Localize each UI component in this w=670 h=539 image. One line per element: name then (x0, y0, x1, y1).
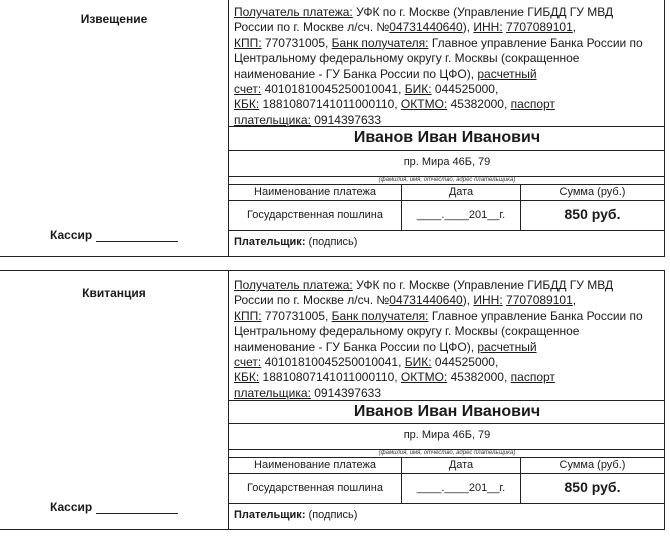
receipt-section (0, 270, 670, 539)
cashier-text: Кассир (50, 500, 93, 514)
bik-label: БИК: (404, 355, 432, 370)
divider (228, 423, 665, 424)
passport-value: 0914397633 (314, 385, 381, 400)
passport-value: 0914397633 (314, 112, 381, 127)
col-date-header: Дата (448, 459, 474, 471)
divider (228, 503, 665, 504)
col-sum-header: Сумма (руб.) (559, 459, 626, 471)
personal-account: 04731440640 (389, 20, 463, 35)
address-hint: (фамилия, имя, отчество, адрес плательщика) (378, 450, 516, 456)
kbk-label: КБК: (234, 370, 260, 385)
divider (228, 457, 665, 458)
bank-label: Банк получателя: (331, 35, 429, 50)
bank-line3: наименование - ГУ Банка России по ЦФО), (234, 66, 475, 81)
divider (0, 529, 665, 530)
personal-account: 04731440640 (389, 293, 463, 308)
payment-date: ____.____201__г. (416, 209, 506, 221)
cashier-signature-line (96, 503, 178, 514)
cashier-signature-line (96, 231, 178, 242)
divider (228, 230, 665, 231)
payer-address: пр. Мира 46Б, 79 (403, 429, 491, 441)
passport-label: паспорт (510, 97, 555, 112)
kbk-label: КБК: (234, 97, 260, 112)
bank-line2: Центральному федеральному округу г. Москвы (сокращенное (234, 51, 580, 66)
payer-sign-hint: (подпись) (308, 236, 358, 248)
payment-name: Государственная пошлина (247, 209, 383, 221)
inn-label: ИНН: (473, 293, 503, 308)
kbk-value: 18810807141011000110 (262, 370, 395, 385)
notice-section (0, 0, 670, 258)
passport-label: паспорт (510, 370, 555, 385)
current-account-value: 40101810045250010041 (264, 82, 399, 97)
address-hint: (фамилия, имя, отчество, адрес плательщика) (378, 177, 516, 183)
recipient-line2: России по г. Москве л/сч. № (234, 20, 390, 35)
inn-value: 7707089101 (506, 293, 573, 308)
payer-sign-label: Плательщик: (234, 509, 306, 521)
receipt-heading: Квитанция (82, 286, 146, 300)
current-account-label-2: счет: (234, 82, 262, 97)
bank-line1: Главное управление Банка России по (431, 308, 643, 323)
payer-name: Иванов Иван Иванович (353, 403, 541, 420)
bank-line1: Главное управление Банка России по (431, 35, 643, 50)
col-name-header: Наименование платежа (254, 459, 376, 471)
payment-amount: 850 руб. (564, 479, 621, 495)
notice-heading: Извещение (80, 12, 148, 26)
kbk-value: 18810807141011000110 (262, 97, 395, 112)
recipient-label: Получатель платежа: (234, 278, 353, 292)
kpp-label: КПП: (234, 308, 262, 323)
bank-line3: наименование - ГУ Банка России по ЦФО), (234, 339, 475, 354)
oktmo-label: ОКТМО: (400, 370, 448, 385)
current-account-label: расчетный (477, 66, 537, 81)
current-account-label: расчетный (477, 339, 537, 354)
passport-label-2: плательщика: (234, 385, 311, 400)
divider (228, 200, 665, 201)
inn-value: 7707089101 (506, 20, 573, 35)
divider (228, 184, 665, 185)
oktmo-label: ОКТМО: (400, 97, 448, 112)
payer-sign-label: Плательщик: (234, 236, 306, 248)
payment-name: Государственная пошлина (247, 482, 383, 494)
current-account-value: 40101810045250010041 (264, 355, 399, 370)
payer-address: пр. Мира 46Б, 79 (403, 156, 491, 168)
bik-value: 044525000 (434, 82, 495, 97)
cashier-text: Кассир (50, 228, 93, 242)
col-sum-header: Сумма (руб.) (559, 186, 626, 198)
payment-details: Получатель платежа: УФК по г. Москве (Управление ГИБДД ГУ МВД России по г. Москве л/сч. №04731440640), ИНН: 7707089101, КПП: 770731005, Банк получателя: Главное управление Банка России по Центральному федеральному округу г. Москвы (сокращенное наименование - ГУ Банка России по ЦФО), расчетный счет: 40101810045250010041, БИК: 044525000, КБК: 18810807141011000110, ОКТМО: 45382000, паспорт плательщика: 0914397633 (234, 5, 643, 127)
payer-signature (234, 236, 357, 248)
payer-name: Иванов Иван Иванович (353, 129, 541, 146)
kpp-label: КПП: (234, 35, 262, 50)
recipient-line1: УФК по г. Москве (Управление ГИБДД ГУ МВД (356, 278, 614, 292)
payment-details: Получатель платежа: УФК по г. Москве (Управление ГИБДД ГУ МВД России по г. Москве л/сч. №04731440640), ИНН: 7707089101, КПП: 770731005, Банк получателя: Главное управление Банка России по Центральному федеральному округу г. Москвы (сокращенное наименование - ГУ Банка России по ЦФО), расчетный счет: 40101810045250010041, БИК: 044525000, КБК: 18810807141011000110, ОКТМО: 45382000, паспорт плательщика: 0914397633 (234, 278, 643, 400)
divider (664, 0, 665, 256)
bik-label: БИК: (404, 82, 432, 97)
cashier-label (50, 500, 178, 514)
bank-line2: Центральному федеральному округу г. Москвы (сокращенное (234, 324, 580, 339)
recipient-line1: УФК по г. Москве (Управление ГИБДД ГУ МВД (356, 5, 614, 19)
bank-label: Банк получателя: (331, 308, 429, 323)
oktmo-value: 45382000 (450, 370, 504, 385)
payment-date: ____.____201__г. (416, 482, 506, 494)
bik-value: 044525000 (434, 355, 495, 370)
passport-label-2: плательщика: (234, 112, 311, 127)
payment-amount: 850 руб. (564, 206, 621, 222)
col-name-header: Наименование платежа (254, 186, 376, 198)
payer-signature (234, 509, 357, 521)
recipient-line2: России по г. Москве л/сч. № (234, 293, 390, 308)
current-account-label-2: счет: (234, 355, 262, 370)
cashier-label (50, 228, 178, 242)
inn-label: ИНН: (473, 20, 503, 35)
divider (0, 256, 665, 257)
kpp-value: 770731005 (264, 35, 325, 50)
recipient-label: Получатель платежа: (234, 5, 353, 19)
payer-sign-hint: (подпись) (308, 509, 358, 521)
kpp-value: 770731005 (264, 308, 325, 323)
col-date-header: Дата (448, 186, 474, 198)
divider (228, 473, 665, 474)
divider (228, 150, 665, 151)
oktmo-value: 45382000 (450, 97, 504, 112)
